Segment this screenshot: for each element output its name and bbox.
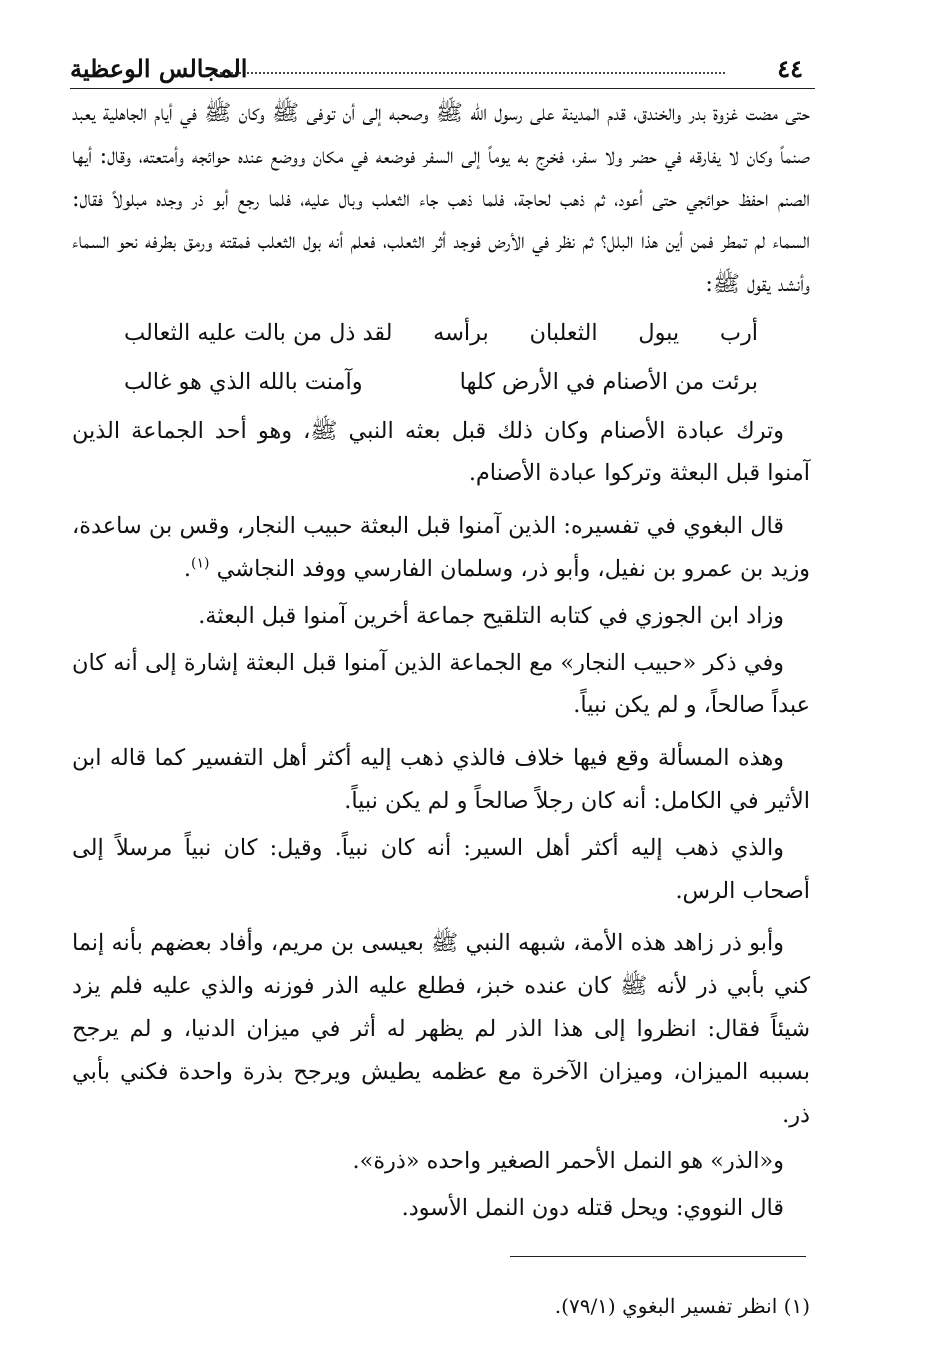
footnote: (١) انظر تفسير البغوي (٧٩/١).: [554, 1294, 810, 1318]
running-title: المجالس الوعظية: [70, 54, 248, 83]
main-text: [72, 92, 810, 1230]
footnote-reference[interactable]: (١): [191, 555, 210, 572]
paragraph: وترك عبادة الأصنام وكان ذلك قبل بعثه النبي ﷺ، وهو أحد الجماعة الذين آمنوا قبل البعثة وتركوا عبادة الأصنام.: [72, 417, 810, 487]
paragraph: [72, 505, 810, 591]
paragraph-end: .: [183, 555, 192, 582]
poem-verse-2: [124, 361, 758, 404]
paragraph-text: قال البغوي في تفسيره: الذين آمنوا قبل البعثة حبيب النجار، وقس بن ساعدة، وزيد بن عمرو بن نفيل، وأبو ذر، وسلمان الفارسي ووفد النجاشي: [72, 513, 810, 582]
verse-word: برأسه: [433, 319, 489, 346]
header-dotted-leader: [220, 72, 725, 74]
paragraph: وأبو ذر زاهد هذه الأمة، شبهه النبي ﷺ بعيسى بن مريم، وأفاد بعضهم بأنه إنما كني بأبي ذر لأنه ﷺ كان عنده خبز، فطلع عليه الذر فوزنه والذي عليه فلم يزد شيئاً فقال: انظروا إلى هذا الذر لم يظهر له أثر في ميزان الدنيا، و لم يرجح بسببه الميزان، وميزان الآخرة مع عظمه يطيش ويرجح بذرة واحدة فكني بأبي ذر.: [72, 930, 810, 1128]
paragraph: حتى مضت غزوة بدر والخندق، قدم المدينة على رسول الله ﷺ وصحبه إلى أن توفى ﷺ وكان ﷺ في أيام الجاهلية يعبد صنماً وكان لا يفارقه في حضر ولا سفر، فخرج به يوماً إلى السفر فوضعه في مكان ووضع عنده حوائجه وأمتعته، وقال: أيها الصنم احفظ حوائجي حتى أعود، ثم ذهب لحاجة، فلما ذهب جاء الثعلب وبال عليه، فلما رجع أبو ذر وجده مبلولاً فقال: السماء لم تمطر فمن أين هذا البلل؟ ثم نظر في الأرض فوجد أثر الثعلب، فعلم أنه بول الثعلب فمقته ورمق بطرفه نحو السماء وأنشد يقول ﷺ:: [72, 100, 810, 298]
paragraph: و«الذر» هو النمل الأحمر الصغير واحده «ذرة».: [352, 1148, 784, 1175]
verse-second-hemistich: وآمنت بالله الذي هو غالب: [124, 368, 363, 395]
page-number: ٤٤: [777, 54, 803, 83]
verse-word: الثعلبان: [529, 319, 598, 346]
paragraph: وزاد ابن الجوزي في كتابه التلقيح جماعة أخرين آمنوا قبل البعثة.: [198, 602, 784, 629]
page-header: [70, 52, 815, 89]
verse-word: أرب: [719, 319, 758, 346]
poem-verse-1: [124, 312, 758, 355]
footnote-separator: [510, 1256, 806, 1257]
verse-first-hemistich: برئت من الأصنام في الأرض كلها: [459, 368, 758, 395]
paragraph: قال النووي: ويحل قتله دون النمل الأسود.: [401, 1195, 784, 1222]
paragraph: وهذه المسألة وقع فيها خلاف فالذي ذهب إليه أكثر أهل التفسير كما قاله ابن الأثير في الكامل: أنه كان رجلاً صالحاً و لم يكن نبياً.: [72, 745, 810, 814]
verse-second-hemistich: لقد ذل من بالت عليه الثعالب: [124, 319, 393, 346]
verse-word: يبول: [638, 319, 680, 346]
paragraph: وفي ذكر «حبيب النجار» مع الجماعة الذين آمنوا قبل البعثة إشارة إلى أنه كان عبداً صالحاً، و لم يكن نبياً.: [72, 649, 810, 719]
paragraph: والذي ذهب إليه أكثر أهل السير: أنه كان نبياً. وقيل: كان نبياً مرسلاً إلى أصحاب الرس.: [72, 834, 810, 904]
